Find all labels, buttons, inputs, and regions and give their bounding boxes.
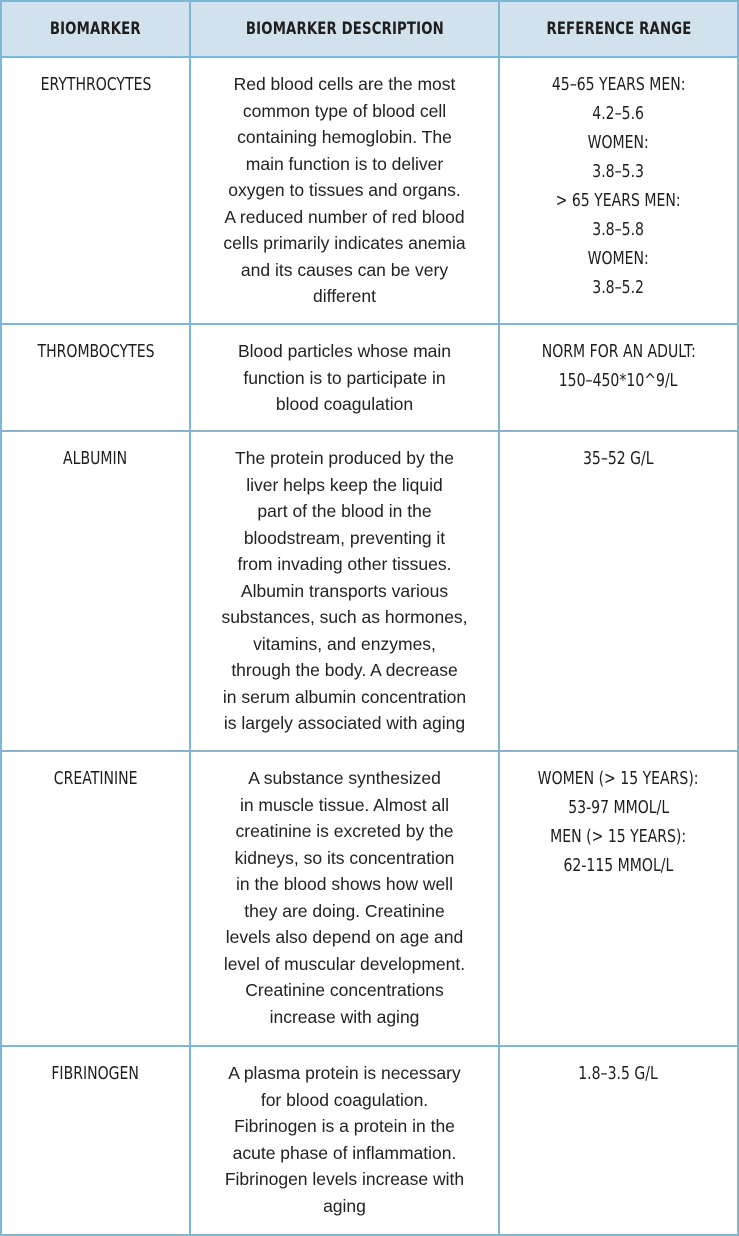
range-line <box>501 215 736 244</box>
range-line <box>501 244 736 273</box>
range-line-text: 3.8–5.8 <box>592 219 645 240</box>
description-line: increase with aging <box>269 1006 420 1027</box>
range-line <box>501 99 736 128</box>
table-body <box>1 57 738 1235</box>
table-row <box>1 431 738 751</box>
biomarker-name: ERYTHROCYTES <box>1 57 190 324</box>
header-description: BIOMARKER DESCRIPTION <box>190 1 499 57</box>
range-line-text: 1.8–3.5 G/L <box>578 1063 659 1084</box>
range-line-text: 45–65 YEARS MEN: <box>551 74 686 95</box>
range-line <box>501 70 736 99</box>
description-line: containing hemoglobin. The <box>237 127 452 147</box>
description-line: A reduced number of red blood <box>224 206 465 227</box>
range-line-text: 3.8–5.3 <box>592 161 645 182</box>
description-line: cells primarily indicates anemia <box>223 233 466 253</box>
table-row <box>1 751 738 1046</box>
description-line: Albumin transports various <box>240 580 449 601</box>
range-line <box>501 851 736 880</box>
range-line <box>501 793 736 822</box>
description-line: different <box>313 286 376 306</box>
description-line: in the blood shows how well <box>236 874 453 894</box>
description-line: substances, such as hormones, <box>221 607 468 627</box>
biomarker-name: CREATININE <box>1 751 190 1046</box>
reference-range <box>499 1046 738 1235</box>
description-line: levels also depend on age and <box>225 927 464 947</box>
range-line-text: 53-97 MMOL/L <box>568 797 669 818</box>
reference-range <box>499 431 738 751</box>
description-line: A plasma protein is necessary <box>228 1063 461 1083</box>
reference-range <box>499 751 738 1046</box>
table-row <box>1 324 738 431</box>
header-row <box>1 1 738 57</box>
range-line-text: NORM FOR AN ADULT: <box>541 341 696 362</box>
description-line: aging <box>323 1195 366 1216</box>
description-line: creatinine is excreted by the <box>235 821 454 841</box>
range-line <box>501 1059 736 1088</box>
range-line <box>501 822 736 851</box>
description-line: kidneys, so its concentration <box>234 847 455 868</box>
description-line: A substance synthesized <box>248 768 441 788</box>
reference-range <box>499 324 738 431</box>
description-line: main function is to deliver <box>245 153 444 174</box>
description-line: from invading other tissues. <box>237 554 452 574</box>
description-line: Blood particles whose main <box>237 341 452 361</box>
description-line: in serum albumin concentration <box>222 686 467 707</box>
description-line: blood coagulation <box>275 394 414 414</box>
description-line: function is to participate in <box>243 367 446 388</box>
range-line-text: 4.2–5.6 <box>592 103 645 124</box>
biomarker-description <box>190 57 499 324</box>
biomarker-name: FIBRINOGEN <box>1 1046 190 1235</box>
range-line <box>501 128 736 157</box>
table-row <box>1 1046 738 1235</box>
range-line-text: WOMEN: <box>587 132 650 153</box>
range-line <box>501 366 736 395</box>
biomarker-description <box>190 324 499 431</box>
range-line <box>501 186 736 215</box>
range-line <box>501 764 736 793</box>
reference-range <box>499 57 738 324</box>
description-line: vitamins, and enzymes, <box>253 633 436 654</box>
biomarker-description <box>190 431 499 751</box>
biomarker-name: ALBUMIN <box>1 431 190 751</box>
description-line: is largely associated with aging <box>223 713 466 733</box>
description-line: Fibrinogen levels increase with <box>224 1169 465 1189</box>
description-line: for blood coagulation. <box>260 1089 429 1110</box>
range-line <box>501 157 736 186</box>
range-line <box>501 337 736 366</box>
description-line: common type of blood cell <box>242 100 447 121</box>
description-line: acute phase of inflammation. <box>232 1142 457 1163</box>
range-line-text: 3.8–5.2 <box>592 277 645 298</box>
range-line <box>501 273 736 302</box>
description-line: bloodstream, preventing it <box>243 527 446 548</box>
description-line: they are doing. Creatinine <box>244 900 445 921</box>
header-reference-range: REFERENCE RANGE <box>499 1 738 57</box>
range-line-text: > 65 YEARS MEN: <box>556 190 681 211</box>
description-line: through the body. A decrease <box>231 660 458 680</box>
biomarker-description <box>190 1046 499 1235</box>
biomarker-description <box>190 751 499 1046</box>
description-line: in muscle tissue. Almost all <box>239 794 450 815</box>
description-line: oxygen to tissues and organs. <box>228 180 461 200</box>
range-line <box>501 444 736 473</box>
description-line: and its causes can be very <box>240 259 449 280</box>
range-line-text: WOMEN (> 15 YEARS): <box>538 768 699 789</box>
range-line-text: 150–450*10^9/L <box>559 370 678 391</box>
range-line-text: WOMEN: <box>587 248 650 269</box>
description-line: liver helps keep the liquid <box>246 474 443 495</box>
description-line: part of the blood in the <box>257 501 432 521</box>
range-line-text: MEN (> 15 YEARS): <box>550 826 687 847</box>
range-line-text: 62-115 MMOL/L <box>563 855 674 876</box>
biomarker-name: THROMBOCYTES <box>1 324 190 431</box>
description-line: Fibrinogen is a protein in the <box>234 1116 455 1136</box>
table-row <box>1 57 738 324</box>
header-biomarker: BIOMARKER <box>1 1 190 57</box>
description-line: Red blood cells are the most <box>233 74 456 94</box>
description-line: level of muscular development. <box>223 953 466 974</box>
description-line: The protein produced by the <box>235 448 454 468</box>
range-line-text: 35–52 G/L <box>583 448 654 469</box>
description-line: Creatinine concentrations <box>245 980 444 1000</box>
